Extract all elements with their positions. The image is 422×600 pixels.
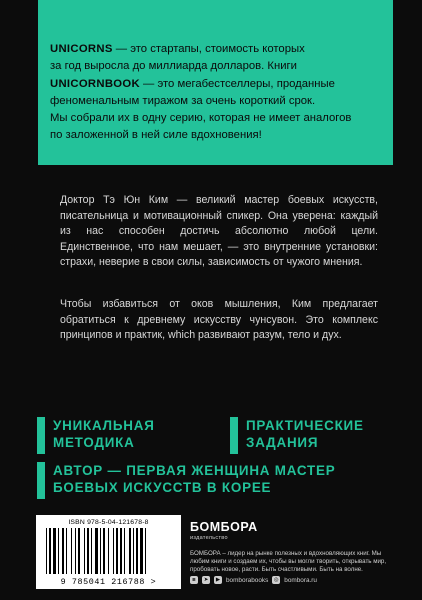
feature-label: ПРАКТИЧЕСКИЕ bbox=[246, 418, 364, 433]
feature-bar bbox=[37, 417, 45, 454]
brand-unicorns: UNICORNS bbox=[50, 43, 113, 55]
feature-label: БОЕВЫХ ИСКУССТВ В КОРЕЕ bbox=[53, 480, 272, 495]
intro-line-4: феноменальным тиражом за очень короткий срок. bbox=[50, 94, 316, 107]
publisher-logo: БОМБОРА bbox=[190, 520, 258, 534]
social-links bbox=[190, 576, 317, 584]
author-paragraph: Доктор Тэ Юн Ким — великий мастер боевых искусств, писательница и мотивационный спикер. Она уверена: каждый из нас способен достичь абсолютно любой цели. Единственное, что нам мешает, — это внутренние установки: страхи, неверие в свои силы, зависимость от чужого мнения. bbox=[60, 194, 378, 269]
social-handle: bomborabooks bbox=[226, 576, 269, 584]
feature-label: АВТОР — ПЕРВАЯ ЖЕНЩИНА МАСТЕР bbox=[53, 463, 336, 478]
brand-unicornbook: UNICORNBOOK bbox=[50, 77, 140, 90]
isbn-label: ISBN 978-5-04-121678-8 bbox=[68, 519, 149, 526]
method-paragraph-text: Чтобы избавиться от оков мышления, Ким предлагает обратиться к древнему искусству чунсувон. Это комплекс принципов и практик, which развивают разум, тело и дух. bbox=[60, 298, 378, 342]
feature-author bbox=[37, 462, 335, 499]
intro-text bbox=[50, 41, 388, 145]
feature-label: УНИКАЛЬНАЯ bbox=[53, 418, 155, 433]
intro-line-6: по заложенной в ней силе вдохновения! bbox=[50, 129, 262, 142]
intro-line-3: — это мегабестселлеры, проданные bbox=[139, 77, 335, 90]
intro-line-1: — это стартапы, стоимость которых bbox=[112, 43, 305, 55]
telegram-icon: ➤ bbox=[203, 577, 209, 583]
method-paragraph bbox=[60, 297, 378, 344]
feature-bar bbox=[37, 462, 45, 499]
feature-practical-tasks bbox=[230, 417, 364, 454]
publisher-site: bombora.ru bbox=[284, 576, 317, 584]
barcode-bars bbox=[44, 528, 173, 576]
globe-icon: ◎ bbox=[273, 577, 279, 583]
publisher-subtitle: издательство bbox=[190, 535, 228, 541]
vk-icon: в bbox=[190, 576, 198, 584]
intro-line-5: Мы собрали их в одну серию, которая не имеет аналогов bbox=[50, 112, 352, 125]
intro-line-2: за год выросла до миллиарда долларов. Книги bbox=[50, 60, 297, 73]
intro-block bbox=[38, 0, 393, 165]
feature-label: МЕТОДИКА bbox=[53, 435, 135, 450]
barcode bbox=[36, 515, 181, 589]
youtube-icon: ▶ bbox=[215, 577, 221, 583]
publisher-description: БОМБОРА – лидер на рынке полезных и вдохновляющих книг. Мы любим книги и создаем их, чтобы вы могли творить, открывать мир, пробовать новое, расти. Быть счастливыми. Быть на волне. bbox=[190, 550, 387, 574]
feature-bar bbox=[230, 417, 238, 454]
feature-label: ЗАДАНИЯ bbox=[246, 435, 319, 450]
barcode-number: 9 785041 216788 > bbox=[60, 577, 157, 587]
feature-unique-method bbox=[37, 417, 155, 454]
